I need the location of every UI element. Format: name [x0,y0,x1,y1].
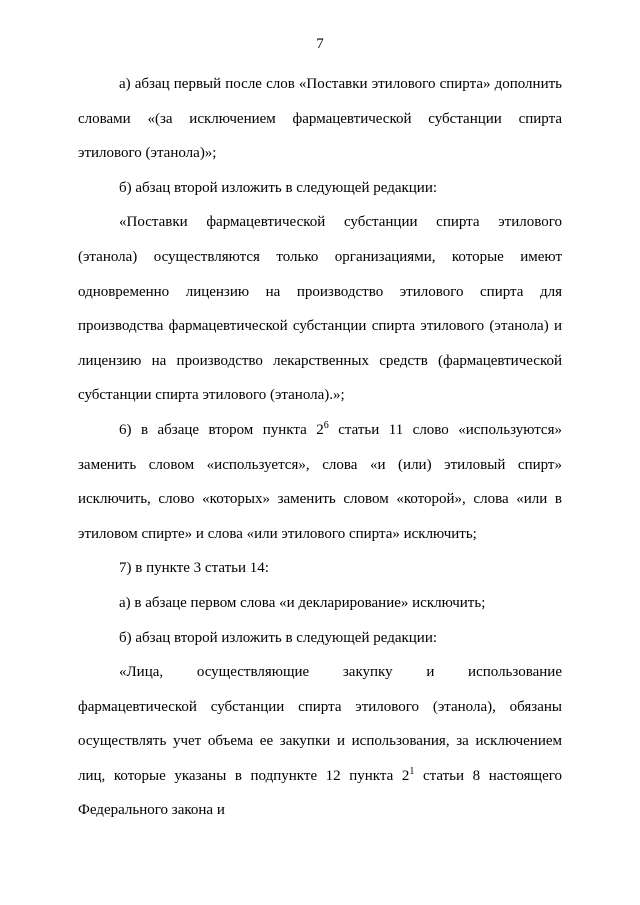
paragraph-a-first: а) абзац первый после слов «Поставки этилового спирта» дополнить словами «(за исключением фармацевтической субстанции спирта этилового (этанола)»; [78,76,562,162]
paragraph-quote-persons [78,655,562,828]
page-number: 7 [316,36,324,52]
paragraph-b-second: б) абзац второй изложить в следующей редакции: [119,179,438,196]
item-6-superscript: 6 [323,419,329,431]
paragraph-7a: а) в абзаце первом слова «и декларирование» исключить; [119,594,486,611]
paragraph-item-7: 7) в пункте 3 статьи 14: [119,560,269,577]
item-6-text-before: 6) в абзаце втором пункта 2 [119,421,324,438]
persons-superscript: 1 [409,765,415,777]
document-body [78,67,562,828]
paragraph-item-6 [78,413,562,551]
paragraph-quote-supplies: «Поставки фармацевтической субстанции спирта этилового (этанола) осуществляются только организациями, которые имеют одновременно лицензию на производство этилового спирта для производства фармацевтической субстанции спирта этилового (этанола) и лицензию на производство лекарственных средств (фармацевтической субстанции спирта этилового (этанола).»; [78,214,562,404]
persons-text-after: статьи 8 настоящего Федерального закона и [78,767,562,819]
item-6-text-after: статьи 11 слово «используются» заменить словом «используется», слова «и (или) этиловый спирт» исключить, слово «которых» заменить словом «которой», слова «или в этиловом спирте» и слова «или этилового спирта» исключить; [78,421,562,542]
persons-text-before: «Лица, осуществляющие закупку и использование фармацевтической субстанции спирта этилового (этанола), обязаны осуществлять учет объема ее закупки и использования, за исключением лиц, которые указаны в подпункте 12 пункта 2 [78,664,562,784]
paragraph-7b: б) абзац второй изложить в следующей редакции: [119,629,438,646]
